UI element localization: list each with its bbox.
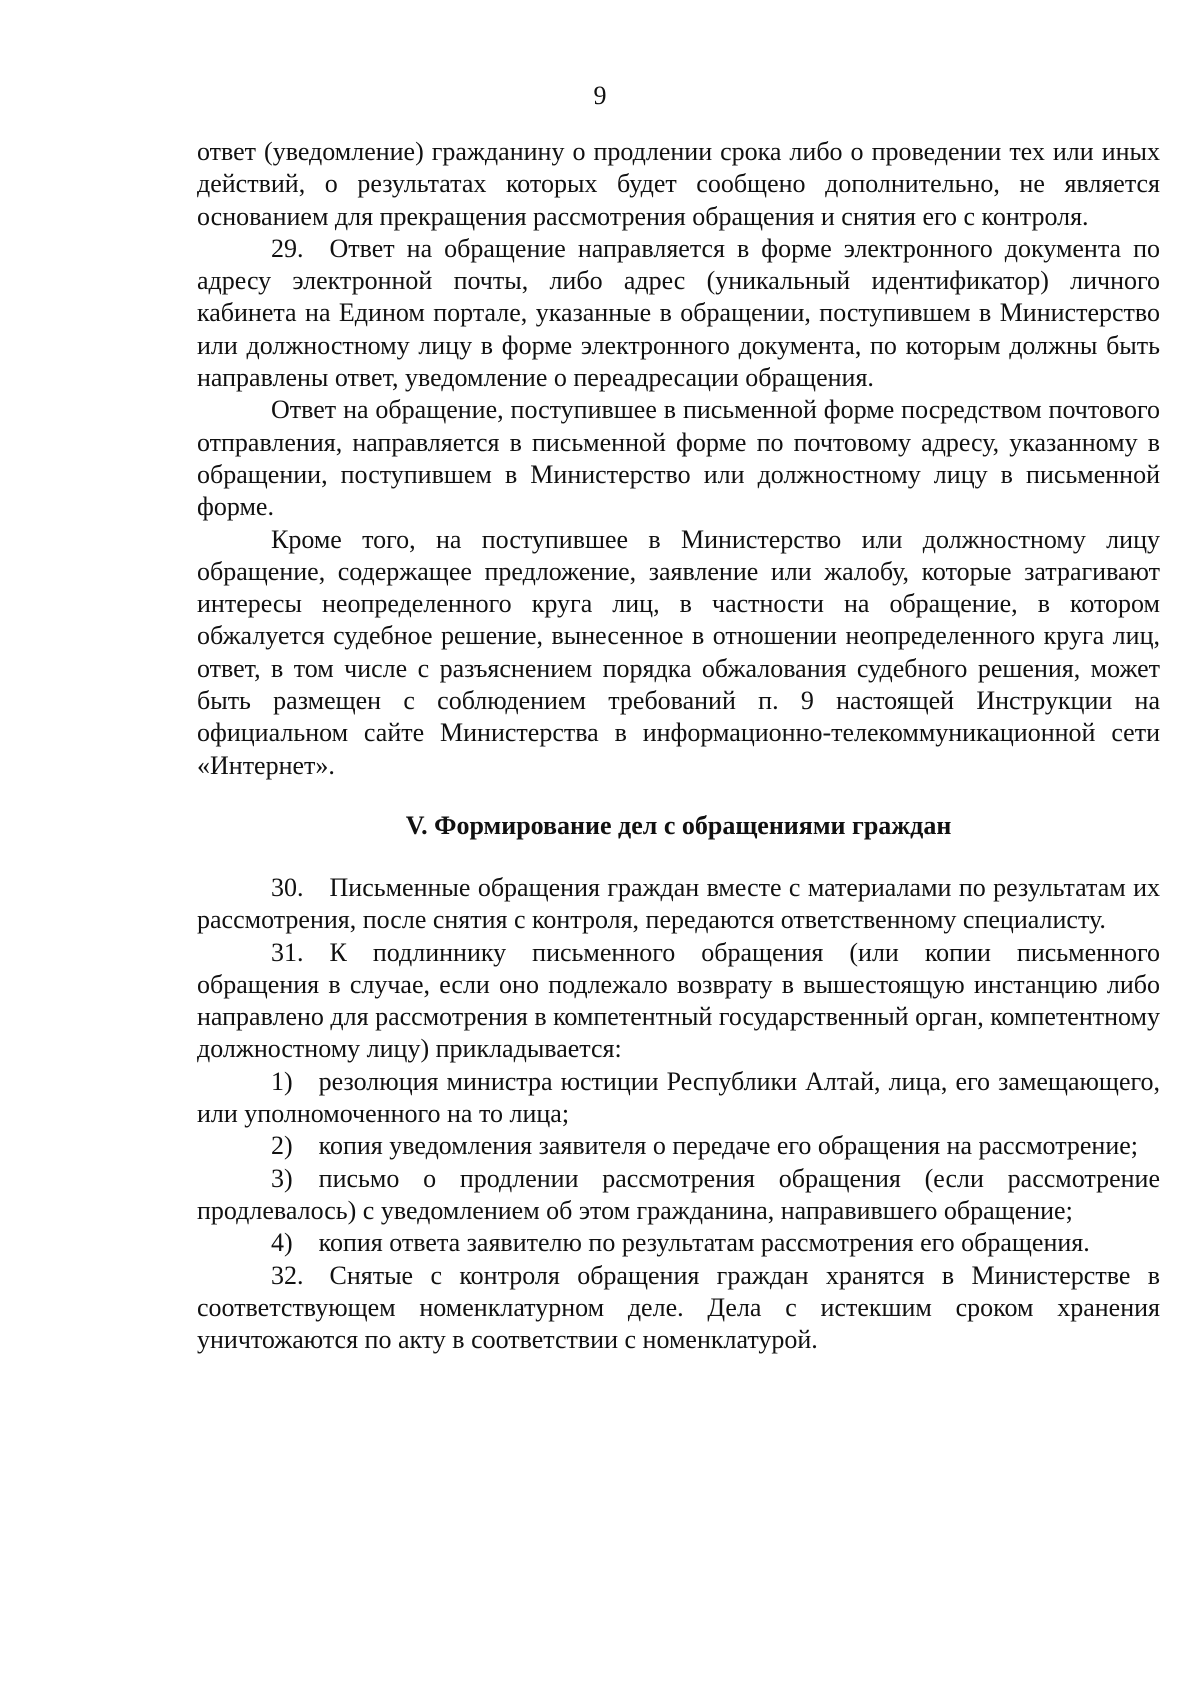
list-item-2: 2) копия уведомления заявителя о передаче его обращения на рассмотрение; [271,1131,1139,1161]
paragraph-30: 30. Письменные обращения граждан вместе с материалами по результатам их рассмотрения, после снятия с контроля, передаются ответственному специалисту. [197,872,1160,935]
paragraph-continuation: ответ (уведомление) гражданину о продлении срока либо о проведении тех или иных действий, о результатах которых будет сообщено дополнительно, не является основанием для прекращения рассмотрения обращения и снятия его с контроля. [197,137,1160,231]
paragraph-publication: Кроме того, на поступившее в Министерство или должностному лицу обращение, содержащее предложение, заявление или жалобу, которые затрагивают интересы неопределенного круга лиц, в частности на обращение, в котором обжалуется судебное решение, вынесенное в отношении неопределенного круга лиц, ответ, в том числе с разъяснением порядка обжалования судебного решения, может быть размещен с соблюдением требований п. 9 настоящей Инструкции на официальном сайте Министерства в информационно-телекоммуникационной сети «Интернет». [197,524,1160,780]
document-body [197,136,1160,1356]
paragraph-31: 31. К подлиннику письменного обращения (или копии письменного обращения в случае, если оно подлежало возврату в вышестоящую инстанцию либо направлено для рассмотрения в компетентный государственный орган, компетентному должностному лицу) прикладывается: [197,937,1160,1064]
list-item-4: 4) копия ответа заявителю по результатам рассмотрения его обращения. [271,1228,1090,1258]
paragraph-32: 32. Снятые с контроля обращения граждан хранятся в Министерстве в соответствующем номенклатурном деле. Дела с истекшим сроком хранения уничтожаются по акту в соответствии с номенклатурой. [197,1260,1160,1355]
paragraph-postal-reply: Ответ на обращение, поступившее в письменной форме посредством почтового отправления, направляется в письменной форме по почтовому адресу, указанному в обращении, поступившем в Министерство или должностному лицу в письменной форме. [197,395,1160,522]
list-item-1: 1) резолюция министра юстиции Республики Алтай, лица, его замещающего, или уполномоченного на то лица; [197,1066,1160,1129]
section-heading: V. Формирование дел с обращениями граждан [405,810,952,840]
page-number: 9 [593,81,607,110]
list-item-3: 3) письмо о продлении рассмотрения обращения (если рассмотрение продлевалось) с уведомлением об этом гражданина, направившего обращение; [197,1163,1160,1225]
paragraph-29: 29. Ответ на обращение направляется в форме электронного документа по адресу электронной почты, либо адрес (уникальный идентификатор) личного кабинета на Едином портале, указанные в обращении, поступившем в Министерство или должностному лицу в форме электронного документа, по которым должны быть направлены ответ, уведомление о переадресации обращения. [197,233,1160,393]
